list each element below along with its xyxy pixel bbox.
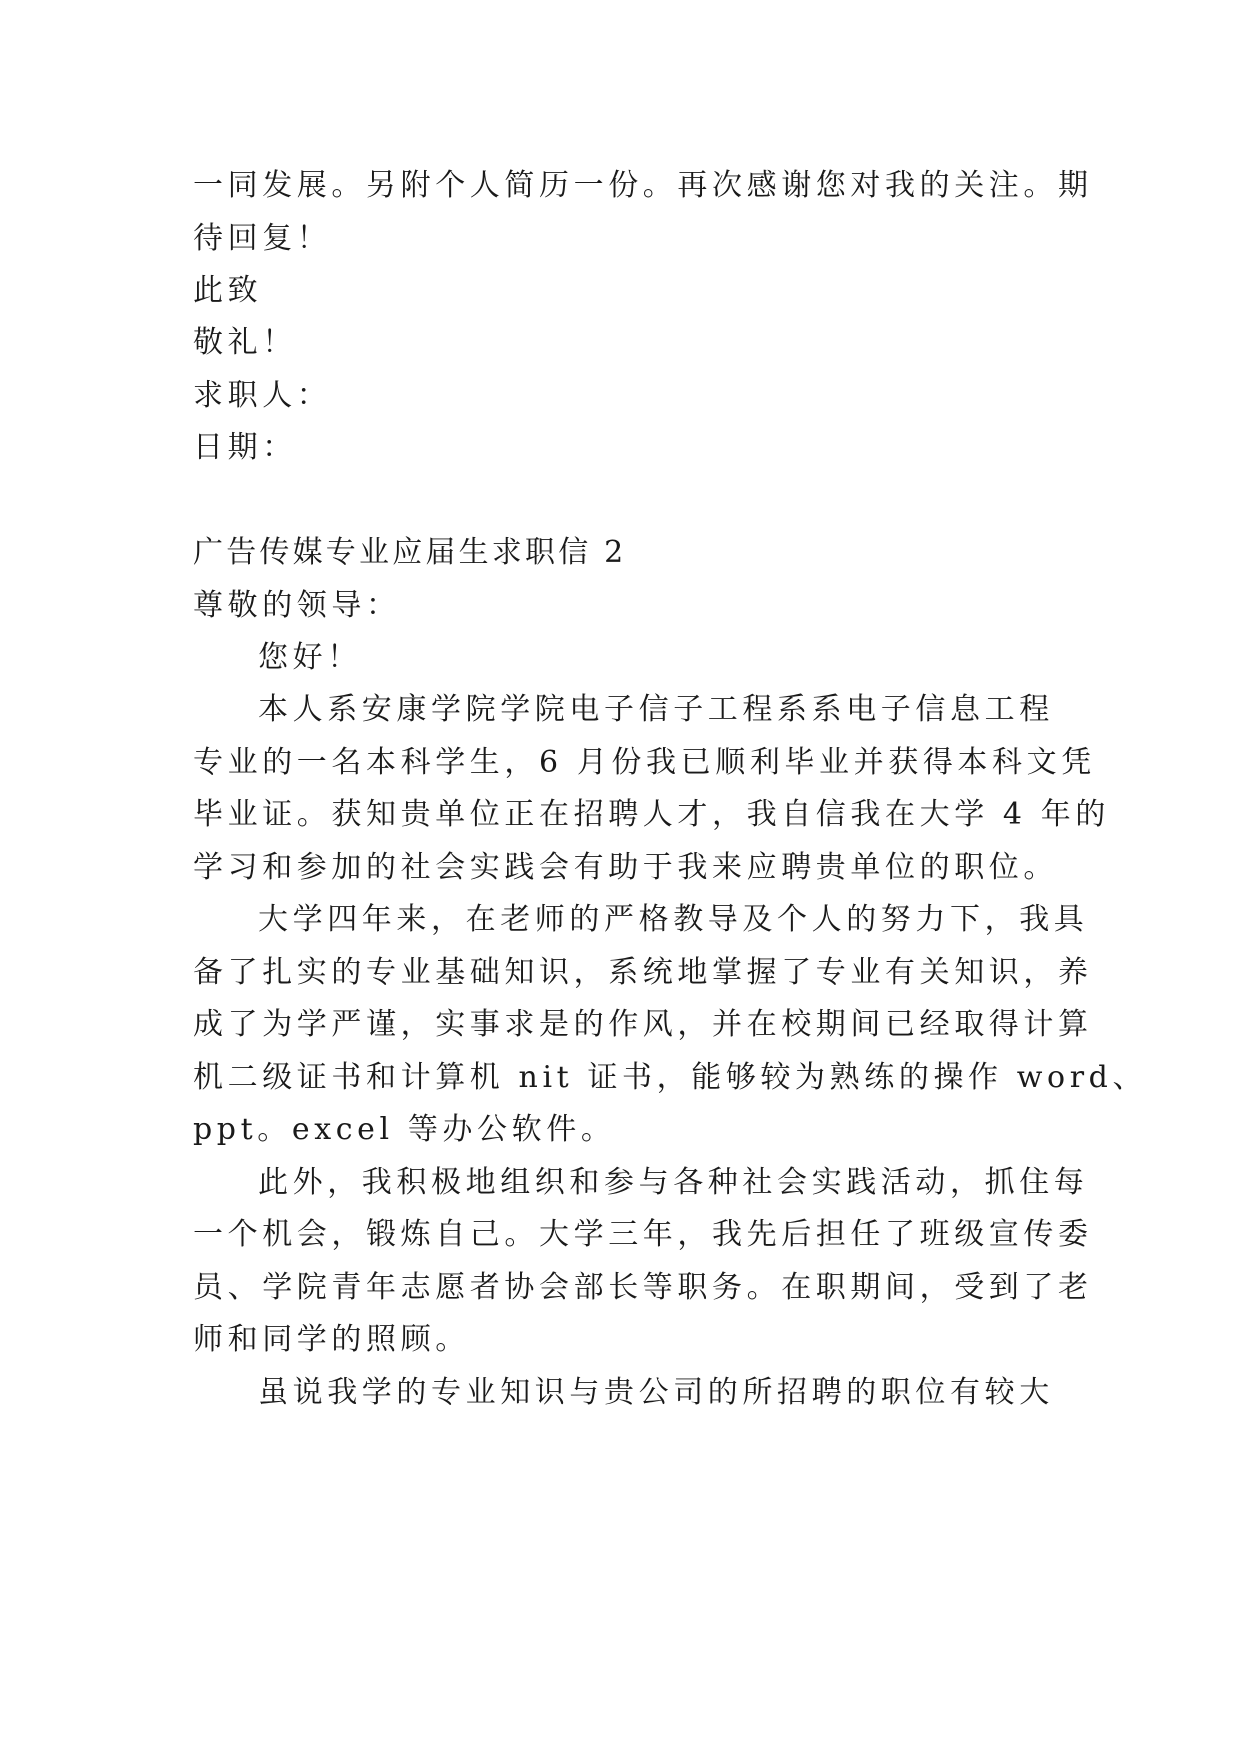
- applicant-label: 求职人：: [193, 378, 332, 413]
- paragraph-line: 毕业证。获知贵单位正在招聘人才，我自信我在大学 4 年的: [193, 797, 1110, 832]
- paragraph-line: 机二级证书和计算机 nit 证书，能够较为熟练的操作 word、: [193, 1060, 1148, 1095]
- paragraph-line: 员、学院青年志愿者协会部长等职务。在职期间，受到了老: [193, 1270, 1093, 1305]
- paragraph-line: 师和同学的照顾。: [193, 1322, 470, 1357]
- closing-text: 此致: [193, 273, 263, 308]
- date-label: 日期：: [193, 430, 297, 465]
- paragraph-line: 虽说我学的专业知识与贵公司的所招聘的职位有较大: [258, 1375, 1054, 1410]
- paragraph-line: ppt。excel 等办公软件。: [193, 1112, 616, 1147]
- body-line: 待回复！: [193, 221, 332, 256]
- paragraph-line: 成了为学严谨，实事求是的作风，并在校期间已经取得计算: [193, 1007, 1093, 1042]
- paragraph-line: 本人系安康学院学院电子信子工程系系电子信息工程: [258, 692, 1054, 727]
- letter-title: 广告传媒专业应届生求职信 2: [193, 535, 627, 570]
- body-line: 一同发展。另附个人简历一份。再次感谢您对我的关注。期: [193, 168, 1093, 203]
- salute-text: 敬礼！: [193, 325, 297, 360]
- paragraph-line: 专业的一名本科学生，6 月份我已顺利毕业并获得本科文凭: [193, 745, 1096, 780]
- paragraph-line: 此外，我积极地组织和参与各种社会实践活动，抓住每: [258, 1165, 1089, 1200]
- paragraph-line: 学习和参加的社会实践会有助于我来应聘贵单位的职位。: [193, 850, 1058, 885]
- greeting: 尊敬的领导：: [193, 588, 401, 623]
- paragraph-line: 备了扎实的专业基础知识，系统地掌握了专业有关知识，养: [193, 955, 1093, 990]
- paragraph-line: 一个机会，锻炼自己。大学三年，我先后担任了班级宣传委: [193, 1217, 1093, 1252]
- paragraph-line: 大学四年来，在老师的严格教导及个人的努力下，我具: [258, 902, 1089, 937]
- hello-text: 您好！: [258, 640, 362, 675]
